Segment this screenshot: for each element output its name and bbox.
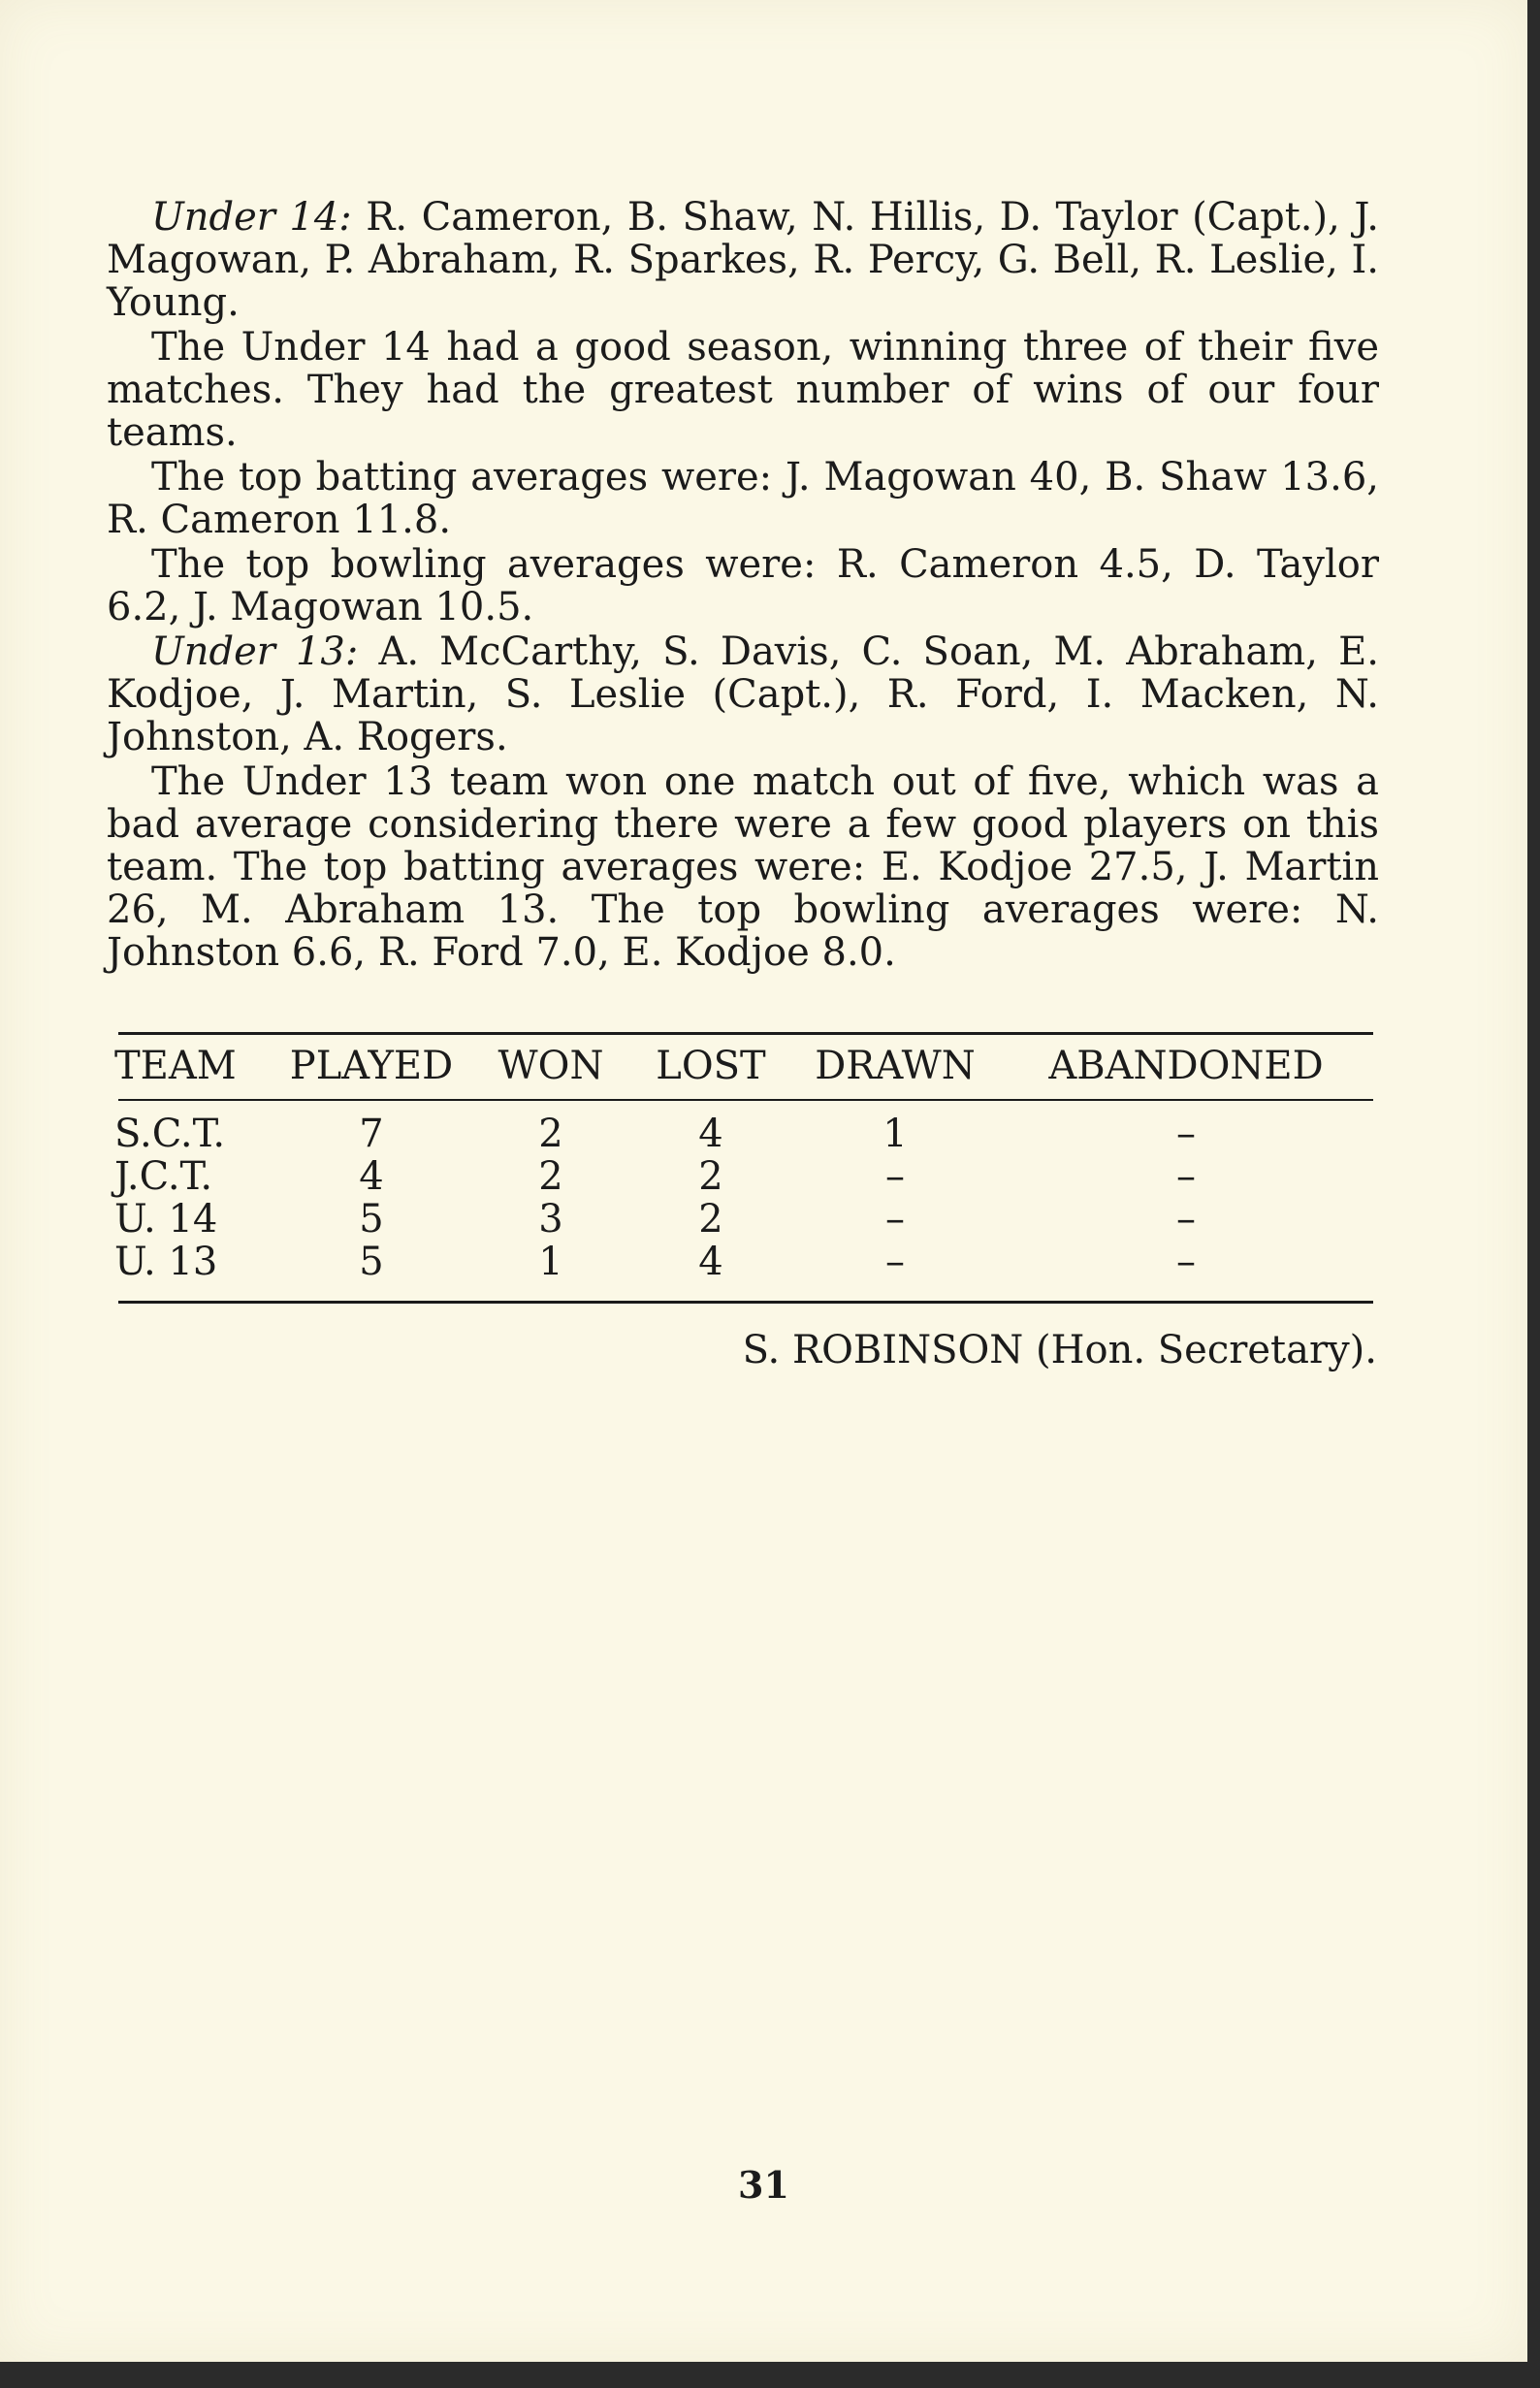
cell-played: 5 [359,1240,384,1284]
header-lost: LOST [656,1044,766,1088]
table-row [114,1241,1375,1283]
table-bottom-rule [118,1301,1373,1304]
header-won: WON [497,1044,604,1088]
under13-players: A. McCarthy, S. Davis, C. Soan, M. Abraham, E. Kodjoe, J. Martin, S. Leslie (Capt.), R. Ford, I. Macken, N. Johnston, A. Rogers. [107,629,1379,759]
cell-team: U. 13 [114,1240,218,1284]
cell-played: 5 [359,1197,384,1242]
signature: S. ROBINSON (Hon. Secretary). [742,1328,1377,1372]
cell-lost: 4 [698,1112,723,1156]
under14-players: R. Cameron, B. Shaw, N. Hillis, D. Taylor (Capt.), J. Magowan, P. Abraham, R. Sparkes, R. Percy, G. Bell, R. Leslie, I. Young. [107,195,1379,325]
cell-team: U. 14 [114,1197,218,1242]
under13-team-list [107,630,1379,758]
results-table [114,1033,1375,1283]
cell-team: S.C.T. [114,1112,226,1156]
header-team: TEAM [114,1044,237,1088]
cell-abandoned: – [1176,1112,1196,1156]
cell-drawn: – [885,1240,905,1284]
article-text [107,196,1379,976]
header-abandoned: ABANDONED [1048,1044,1324,1088]
cell-abandoned: – [1176,1154,1196,1199]
cell-abandoned: – [1176,1240,1196,1284]
table-row [114,1198,1375,1241]
under13-label: Under 13: [151,629,359,674]
under13-season-summary: The Under 13 team won one match out of five, which was a bad average considering there were a few good players on this team. The top batting averages were: E. Kodjoe 27.5, J. Martin 26, M. Abraham 13. The top bowling averages were: N. Johnston 6.6, R. Ford 7.0, E. Kodjoe 8.0. [107,759,1379,975]
under14-batting-averages: The top batting averages were: J. Magowan 40, B. Shaw 13.6, R. Cameron 11.8. [107,455,1379,542]
cell-abandoned: – [1176,1197,1196,1242]
table-header-row [114,1033,1375,1099]
table-row [114,1155,1375,1198]
cell-won: 1 [538,1240,563,1284]
cell-played: 4 [359,1154,384,1199]
under14-label: Under 14: [151,195,352,240]
cell-lost: 4 [698,1240,723,1284]
header-played: PLAYED [289,1044,454,1088]
under14-team-list [107,196,1379,324]
cell-won: 2 [538,1154,563,1199]
cell-lost: 2 [698,1197,723,1242]
cell-drawn: – [885,1197,905,1242]
table-row [114,1099,1375,1155]
header-drawn: DRAWN [815,1044,976,1088]
cell-won: 2 [538,1112,563,1156]
cell-won: 3 [538,1197,563,1242]
cell-drawn: – [885,1154,905,1199]
cell-drawn: 1 [882,1112,908,1156]
cell-team: J.C.T. [114,1154,213,1199]
cell-played: 7 [359,1112,384,1156]
under14-bowling-averages: The top bowling averages were: R. Cameron 4.5, D. Taylor 6.2, J. Magowan 10.5. [107,542,1379,629]
page-number: 31 [738,2163,789,2207]
cell-lost: 2 [698,1154,723,1199]
under14-season-summary: The Under 14 had a good season, winning three of their five matches. They had the greatest number of wins of our four teams. [107,325,1379,455]
